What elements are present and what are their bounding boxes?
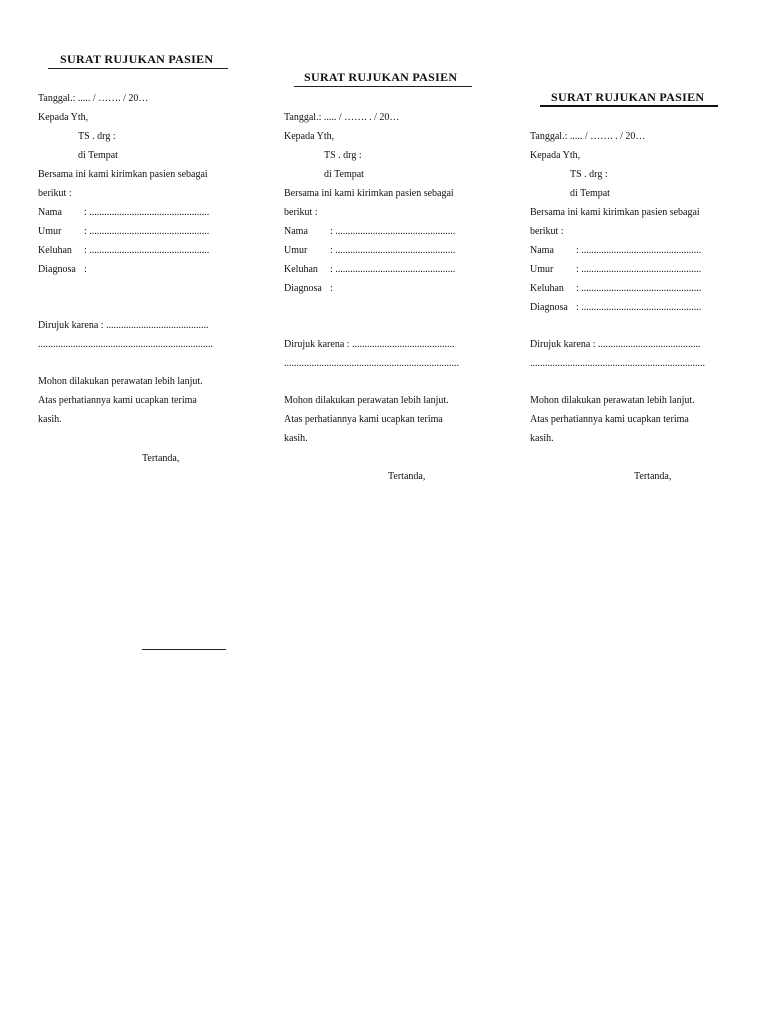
field-value: : ................................................ (576, 264, 702, 275)
place-line: di Tempat (324, 169, 364, 180)
field-umur (284, 245, 455, 257)
field-value: : ................................................ (576, 302, 702, 313)
field-value: : ................................................ (330, 226, 456, 237)
dentist-line: TS . drg : (78, 131, 116, 142)
field-nama (284, 226, 455, 238)
field-keluhan (284, 264, 455, 276)
letter-title: SURAT RUJUKAN PASIEN (60, 52, 214, 66)
field-diagnosa (530, 302, 701, 314)
place-line: di Tempat (78, 150, 118, 161)
recipient-line: Kepada Yth, (38, 112, 89, 123)
date-line: Tanggal.: ..... / ……. . / 20… (284, 112, 400, 123)
signature-label: Tertanda, (634, 471, 672, 482)
thanks-line: kasih. (284, 433, 308, 444)
field-value: : ................................................ (576, 245, 702, 256)
intro-line: berikut : (38, 188, 72, 199)
referral-letter-1 (38, 0, 228, 700)
letter-title: SURAT RUJUKAN PASIEN (551, 90, 705, 104)
intro-line: berikut : (530, 226, 564, 237)
date-line: Tanggal.: ..... / ……. . / 20… (530, 131, 646, 142)
field-value: : ................................................ (576, 283, 702, 294)
field-diagnosa (284, 283, 333, 295)
field-label: Nama (530, 245, 554, 256)
field-umur (530, 264, 701, 276)
signature-label: Tertanda, (142, 453, 180, 464)
signature-label: Tertanda, (388, 471, 426, 482)
referral-letter-2 (284, 0, 474, 700)
intro-line: berikut : (284, 207, 318, 218)
field-label: Keluhan (530, 283, 564, 294)
field-umur (38, 226, 209, 238)
intro-line: Bersama ini kami kirimkan pasien sebagai (530, 207, 700, 218)
referral-reason: Dirujuk karena : ......................................... (38, 320, 209, 331)
thanks-line: Atas perhatiannya kami ucapkan terima (38, 395, 197, 406)
field-label: Umur (284, 245, 308, 256)
field-value: : ................................................ (84, 226, 210, 237)
request-line: Mohon dilakukan perawatan lebih lanjut. (38, 376, 203, 387)
referral-letter-3 (530, 0, 720, 700)
thanks-line: kasih. (38, 414, 62, 425)
title-underline (294, 86, 472, 87)
request-line: Mohon dilakukan perawatan lebih lanjut. (284, 395, 449, 406)
field-keluhan (530, 283, 701, 295)
field-label: Nama (284, 226, 308, 237)
recipient-line: Kepada Yth, (284, 131, 335, 142)
field-label: Keluhan (38, 245, 72, 256)
field-nama (38, 207, 209, 219)
field-label: Umur (530, 264, 554, 275)
field-value: : ................................................ (330, 264, 456, 275)
field-diagnosa (38, 264, 87, 276)
dotted-line: ...................................................................... (38, 339, 213, 350)
field-label: Umur (38, 226, 62, 237)
field-label: Diagnosa (38, 264, 76, 275)
letter-title: SURAT RUJUKAN PASIEN (304, 70, 458, 84)
field-label: Diagnosa (530, 302, 568, 313)
title-underline (48, 68, 228, 69)
recipient-line: Kepada Yth, (530, 150, 581, 161)
field-nama (530, 245, 701, 257)
dotted-line: ...................................................................... (530, 358, 705, 369)
field-label: Nama (38, 207, 62, 218)
title-underline (540, 105, 718, 107)
field-value: : ................................................ (84, 207, 210, 218)
field-label: Keluhan (284, 264, 318, 275)
thanks-line: kasih. (530, 433, 554, 444)
field-value: : (330, 283, 333, 294)
field-label: Diagnosa (284, 283, 322, 294)
dotted-line: ...................................................................... (284, 358, 459, 369)
signature-line (142, 649, 226, 650)
dentist-line: TS . drg : (570, 169, 608, 180)
field-value: : ................................................ (330, 245, 456, 256)
field-value: : (84, 264, 87, 275)
intro-line: Bersama ini kami kirimkan pasien sebagai (284, 188, 454, 199)
dentist-line: TS . drg : (324, 150, 362, 161)
thanks-line: Atas perhatiannya kami ucapkan terima (530, 414, 689, 425)
intro-line: Bersama ini kami kirimkan pasien sebagai (38, 169, 208, 180)
referral-reason: Dirujuk karena : ......................................... (530, 339, 701, 350)
referral-reason: Dirujuk karena : ......................................... (284, 339, 455, 350)
place-line: di Tempat (570, 188, 610, 199)
request-line: Mohon dilakukan perawatan lebih lanjut. (530, 395, 695, 406)
field-keluhan (38, 245, 209, 257)
field-value: : ................................................ (84, 245, 210, 256)
date-line: Tanggal.: ..... / ……. / 20… (38, 93, 149, 104)
thanks-line: Atas perhatiannya kami ucapkan terima (284, 414, 443, 425)
